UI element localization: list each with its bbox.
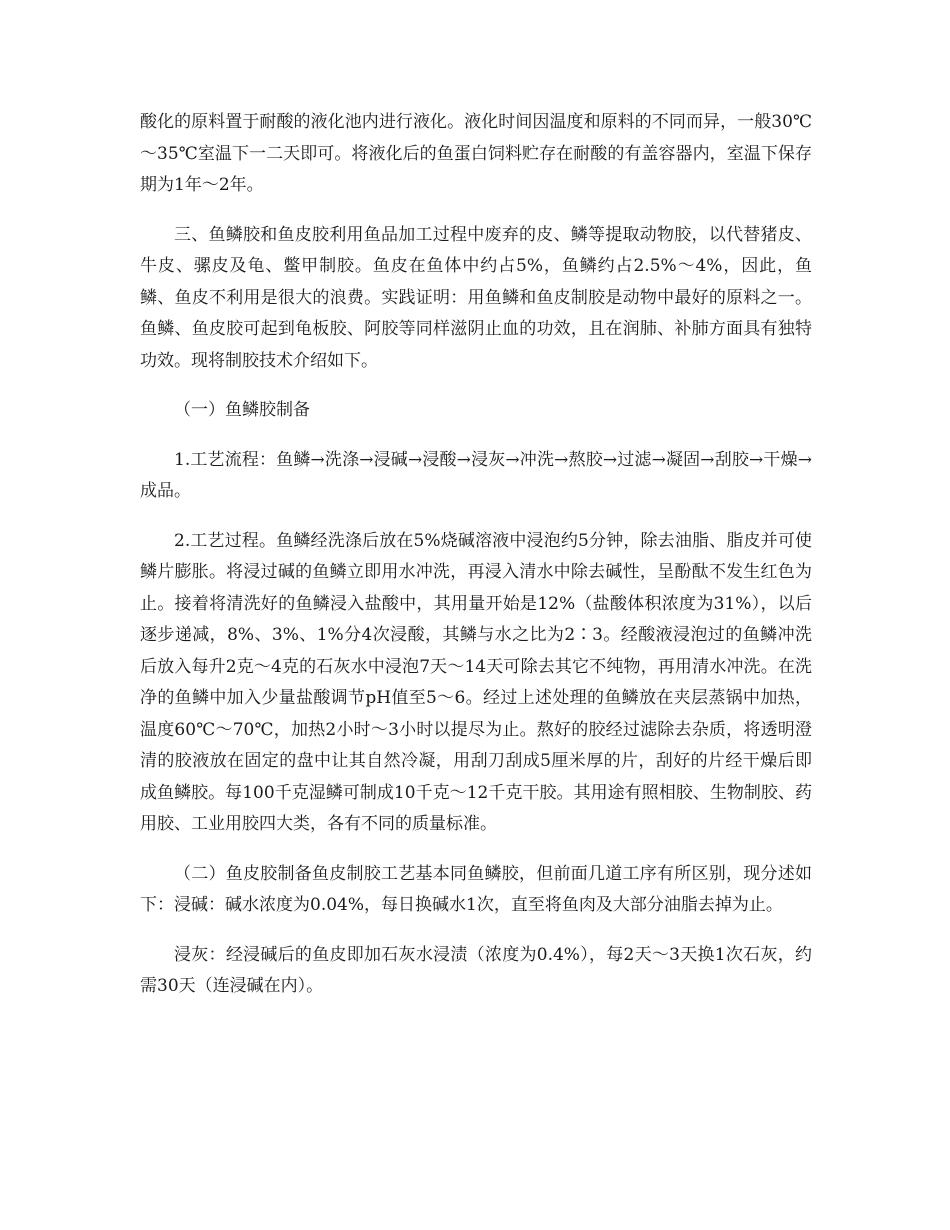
paragraph-section-three-intro: 三、鱼鳞胶和鱼皮胶利用鱼品加工过程中废弃的皮、鳞等提取动物胶，以代替猪皮、牛皮、骡皮及龟、鳖甲制胶。鱼皮在鱼体中约占5%，鱼鳞约占2.5%～4%，因此，鱼鳞、鱼皮不利用是很大的浪费。实践证明：用鱼鳞和鱼皮制胶是动物中最好的原料之一。鱼鳞、鱼皮胶可起到龟板胶、阿胶等同样滋阴止血的功效，且在润肺、补肺方面具有独特功效。现将制胶技术介绍如下。 xyxy=(140,224,812,371)
paragraph-process-details: 2.工艺过程。鱼鳞经洗涤后放在5%烧碱溶液中浸泡约5分钟，除去油脂、脂皮并可使鳞片膨胀。将浸过碱的鱼鳞立即用水冲洗，再浸入清水中除去碱性，呈酚酞不发生红色为止。接着将清洗好的鱼鳞浸入盐酸中，其用量开始是12%（盐酸体积浓度为31%），以后逐步递减，8%、3%、1%分4次浸酸，其鳞与水之比为2∶3。经酸液浸泡过的鱼鳞冲洗后放入每升2克～4克的石灰水中浸泡7天～14天可除去其它不纯物，再用清水冲洗。在洗净的鱼鳞中加入少量盐酸调节pH值至5～6。经过上述处理的鱼鳞放在夹层蒸锅中加热，温度60℃～70℃，加热2小时～3小时以提尽为止。熬好的胶经过滤除去杂质，将透明澄清的胶液放在固定的盘中让其自然冷凝，用刮刀刮成5厘米厚的片，刮好的片经干燥后即成鱼鳞胶。每100千克湿鳞可制成10千克～12千克干胶。其用途有照相胶、生物制胶、药用胶、工业用胶四大类，各有不同的质量标准。 xyxy=(140,530,812,834)
subheading-fish-scale-glue: （一）鱼鳞胶制备 xyxy=(174,400,310,420)
document-body xyxy=(140,107,812,1021)
paragraph-liquefaction: 酸化的原料置于耐酸的液化池内进行液化。液化时间因温度和原料的不同而异，一般30℃～35℃室温下一二天即可。将液化后的鱼蛋白饲料贮存在耐酸的有盖容器内，室温下保存期为1年～2年。 xyxy=(140,112,812,195)
paragraph-process-flow: 1.工艺流程：鱼鳞→洗涤→浸碱→浸酸→浸灰→冲洗→熬胶→过滤→凝固→刮胶→干燥→成品。 xyxy=(140,449,812,501)
paragraph-fish-skin-glue: （二）鱼皮胶制备鱼皮制胶工艺基本同鱼鳞胶，但前面几道工序有所区别，现分述如下：浸碱：碱水浓度为0.04%，每日换碱水1次，直至将鱼肉及大部分油脂去掉为止。 xyxy=(140,863,812,915)
paragraph-liming: 浸灰：经浸碱后的鱼皮即加石灰水浸渍（浓度为0.4%），每2天～3天换1次石灰，约需30天（连浸碱在内）。 xyxy=(140,944,812,996)
